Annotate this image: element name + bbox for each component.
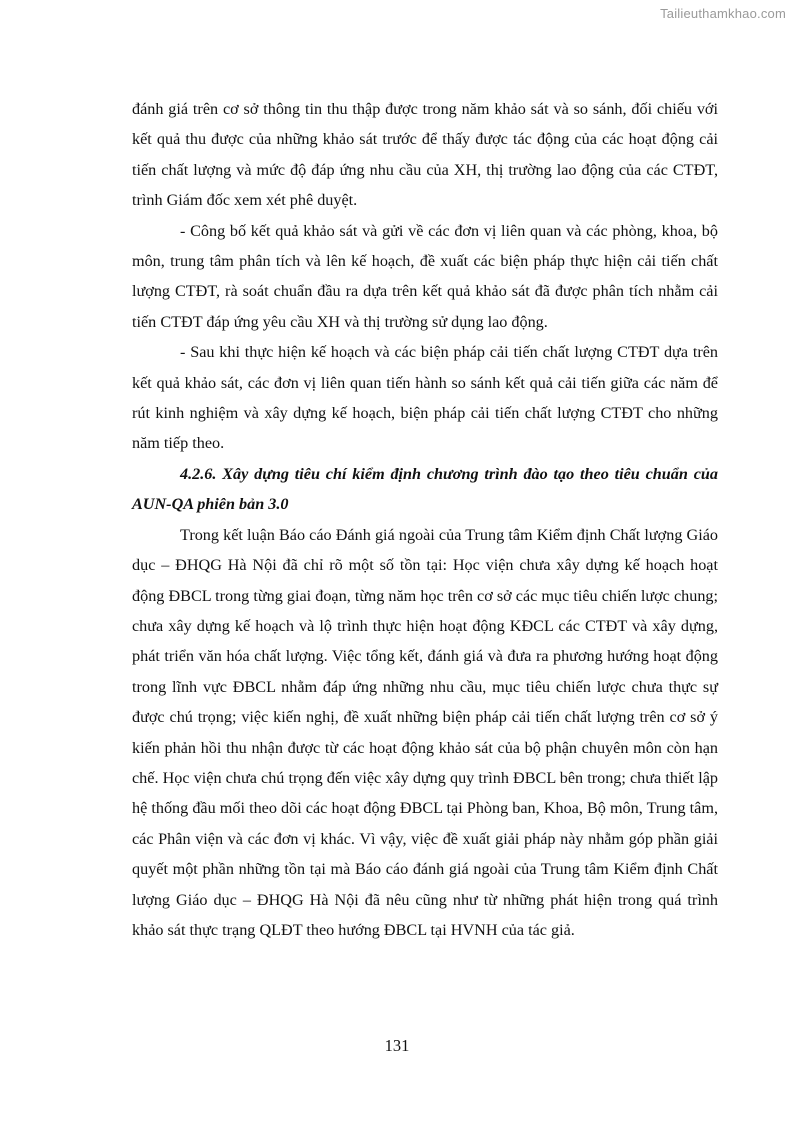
paragraph-bullet-publish: - Công bố kết quả khảo sát và gửi về các đơn vị liên quan và các phòng, khoa, bộ môn, trung tâm phân tích và lên kế hoạch, đề xuất các biện pháp thực hiện cải tiến chất lượng CTĐT, rà soát chuẩn đầu ra dựa trên kết quả khảo sát đã được phân tích nhằm cải tiến CTĐT đáp ứng yêu cầu XH và thị trường sử dụng lao động. [132, 221, 718, 331]
paragraph-continuation: đánh giá trên cơ sở thông tin thu thập được trong năm khảo sát và so sánh, đối chiếu với kết quả thu được của những khảo sát trước để thấy được tác động của các hoạt động cải tiến chất lượng và mức độ đáp ứng nhu cầu của XH, thị trường lao động của các CTĐT, trình Giám đốc xem xét phê duyệt. [132, 100, 718, 210]
page-number: 131 [384, 1036, 410, 1055]
watermark-text: Tailieuthamkhao.com [660, 6, 786, 21]
section-heading: 4.2.6. Xây dựng tiêu chí kiểm định chương trình đào tạo theo tiêu chuẩn của AUN-QA phiên bản 3.0 [132, 464, 718, 514]
document-body [132, 94, 718, 945]
paragraph-bullet-compare: - Sau khi thực hiện kế hoạch và các biện pháp cải tiến chất lượng CTĐT dựa trên kết quả khảo sát, các đơn vị liên quan tiến hành so sánh kết quả cải tiến giữa các năm để rút kinh nghiệm và xây dựng kế hoạch, biện pháp cải tiến chất lượng CTĐT cho những năm tiếp theo. [132, 343, 718, 453]
paragraph-conclusion: Trong kết luận Báo cáo Đánh giá ngoài của Trung tâm Kiểm định Chất lượng Giáo dục – ĐHQG Hà Nội đã chỉ rõ một số tồn tại: Học viện chưa xây dựng kế hoạch hoạt động ĐBCL trong từng giai đoạn, từng năm học trên cơ sở các mục tiêu chiến lược chung; chưa xây dựng kế hoạch và lộ trình thực hiện hoạt động KĐCL các CTĐT và xây dựng, phát triển văn hóa chất lượng. Việc tổng kết, đánh giá và đưa ra phương hướng hoạt động trong lĩnh vực ĐBCL nhằm đáp ứng những nhu cầu, mục tiêu chiến lược chưa thực sự được chú trọng; việc kiến nghị, đề xuất những biện pháp cải tiến chất lượng trên cơ sở ý kiến phản hồi thu nhận được từ các hoạt động khảo sát của bộ phận chuyên môn còn hạn chế. Học viện chưa chú trọng đến việc xây dựng quy trình ĐBCL bên trong; chưa thiết lập hệ thống đầu mối theo dõi các hoạt động ĐBCL tại Phòng ban, Khoa, Bộ môn, Trung tâm, các Phân viện và các đơn vị khác. Vì vậy, việc đề xuất giải pháp này nhằm góp phần giải quyết một phần những tồn tại mà Báo cáo đánh giá ngoài của Trung tâm Kiểm định Chất lượng Giáo dục – ĐHQG Hà Nội đã nêu cũng như từ những phát hiện trong quá trình khảo sát thực trạng QLĐT theo hướng ĐBCL tại HVNH của tác giả. [132, 525, 718, 939]
